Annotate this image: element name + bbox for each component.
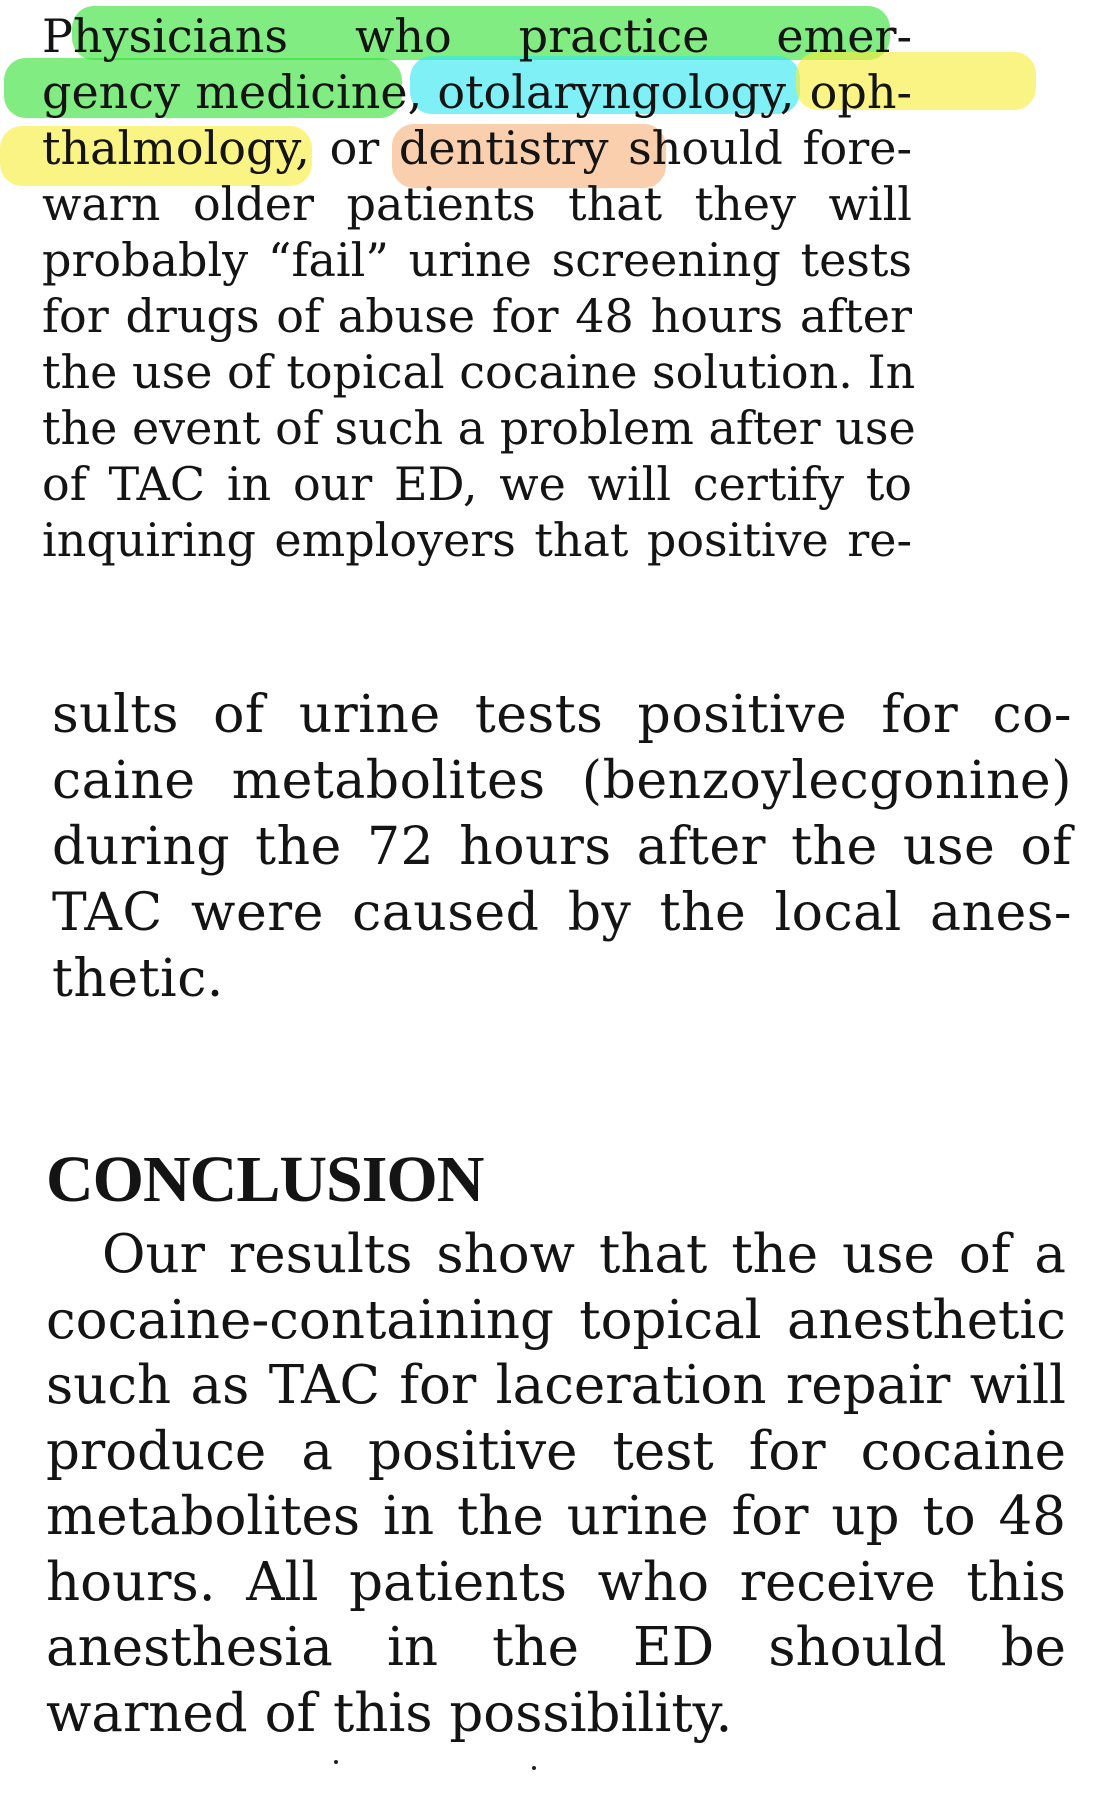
text-line: thetic. [52,949,224,1009]
paragraph-2 [52,682,1072,1012]
text-line: of TAC in our ED, we will certify to [42,457,912,511]
text-line: caine metabolites (benzoylecgonine) [52,751,1072,811]
scan-speck [334,1760,338,1764]
text-line: TAC were caused by the local anes- [52,883,1072,943]
text-line: the event of such a problem after use [42,401,916,455]
paragraph-1 [42,8,916,568]
text-line: probably “fail” urine screening tests [42,233,912,287]
text-line: warned of this possibility. [46,1682,733,1744]
text-line: for drugs of abuse for 48 hours after [42,289,912,343]
text-line: Our results show that the use of a [102,1224,1066,1285]
scan-speck [532,1766,536,1770]
text-line: gency medicine, otolaryngology, oph- [42,65,912,119]
text-line: sults of urine tests positive for co- [52,685,1072,745]
text-line: metabolites in the urine for up to 48 [46,1486,1066,1547]
text-line: warn older patients that they will [42,177,912,231]
text-line: such as TAC for laceration repair will [46,1355,1066,1416]
text-line: cocaine-containing topical anesthetic [46,1289,1066,1351]
conclusion-paragraph [46,1222,1066,1746]
text-line: thalmology, or dentistry should fore- [42,121,912,175]
text-line: produce a positive test for cocaine [46,1420,1066,1482]
text-line: during the 72 hours after the use of [52,817,1072,877]
text-line: the use of topical cocaine solution. In [42,345,916,399]
section-heading-conclusion: CONCLUSION [46,1143,484,1216]
text-line: hours. All patients who receive this [46,1551,1066,1613]
text-line: inquiring employers that positive re- [42,513,912,567]
text-line: Physicians who practice emer- [42,9,912,63]
text-line: anesthesia in the ED should be [46,1617,1066,1678]
